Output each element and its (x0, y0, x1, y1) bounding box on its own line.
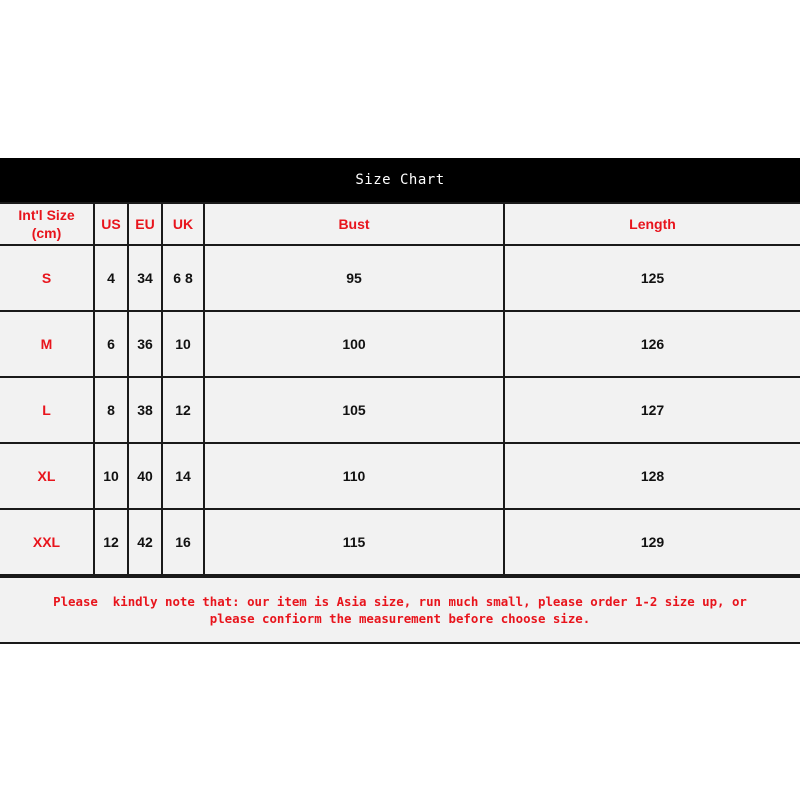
bust-cell: 95 (204, 245, 504, 311)
uk-cell: 6 8 (162, 245, 204, 311)
note-line-1: Please kindly note that: our item is Asia size, run much small, please order 1-2 size up, or (53, 594, 747, 609)
us-cell: 6 (94, 311, 128, 377)
bust-cell: 115 (204, 509, 504, 575)
length-cell: 127 (504, 377, 800, 443)
length-cell: 126 (504, 311, 800, 377)
size-cell: L (0, 377, 94, 443)
bust-cell: 110 (204, 443, 504, 509)
us-cell: 8 (94, 377, 128, 443)
table-row (0, 311, 800, 377)
note-line-2: please confiorm the measurement before choose size. (209, 611, 591, 626)
uk-cell: 12 (162, 377, 204, 443)
size-cell: XXL (0, 509, 94, 575)
length-cell: 125 (504, 245, 800, 311)
uk-cell: 10 (162, 311, 204, 377)
eu-cell: 34 (128, 245, 162, 311)
header-bust: Bust (204, 203, 504, 245)
us-cell: 12 (94, 509, 128, 575)
table-row (0, 443, 800, 509)
table-row (0, 509, 800, 575)
chart-title: Size Chart (0, 158, 800, 202)
bust-cell: 100 (204, 311, 504, 377)
header-row (0, 203, 800, 245)
size-cell: S (0, 245, 94, 311)
eu-cell: 36 (128, 311, 162, 377)
us-cell: 10 (94, 443, 128, 509)
size-cell: XL (0, 443, 94, 509)
size-cell: M (0, 311, 94, 377)
length-cell: 129 (504, 509, 800, 575)
bust-cell: 105 (204, 377, 504, 443)
eu-cell: 40 (128, 443, 162, 509)
table-row (0, 377, 800, 443)
header-eu: EU (128, 203, 162, 245)
eu-cell: 38 (128, 377, 162, 443)
eu-cell: 42 (128, 509, 162, 575)
table-row (0, 245, 800, 311)
header-us: US (94, 203, 128, 245)
size-chart (0, 158, 800, 644)
header-length: Length (504, 203, 800, 245)
header-uk: UK (162, 203, 204, 245)
us-cell: 4 (94, 245, 128, 311)
size-table (0, 202, 800, 576)
size-note (0, 576, 800, 644)
uk-cell: 16 (162, 509, 204, 575)
uk-cell: 14 (162, 443, 204, 509)
length-cell: 128 (504, 443, 800, 509)
header-intl-size: Int'l Size (cm) (0, 203, 94, 245)
